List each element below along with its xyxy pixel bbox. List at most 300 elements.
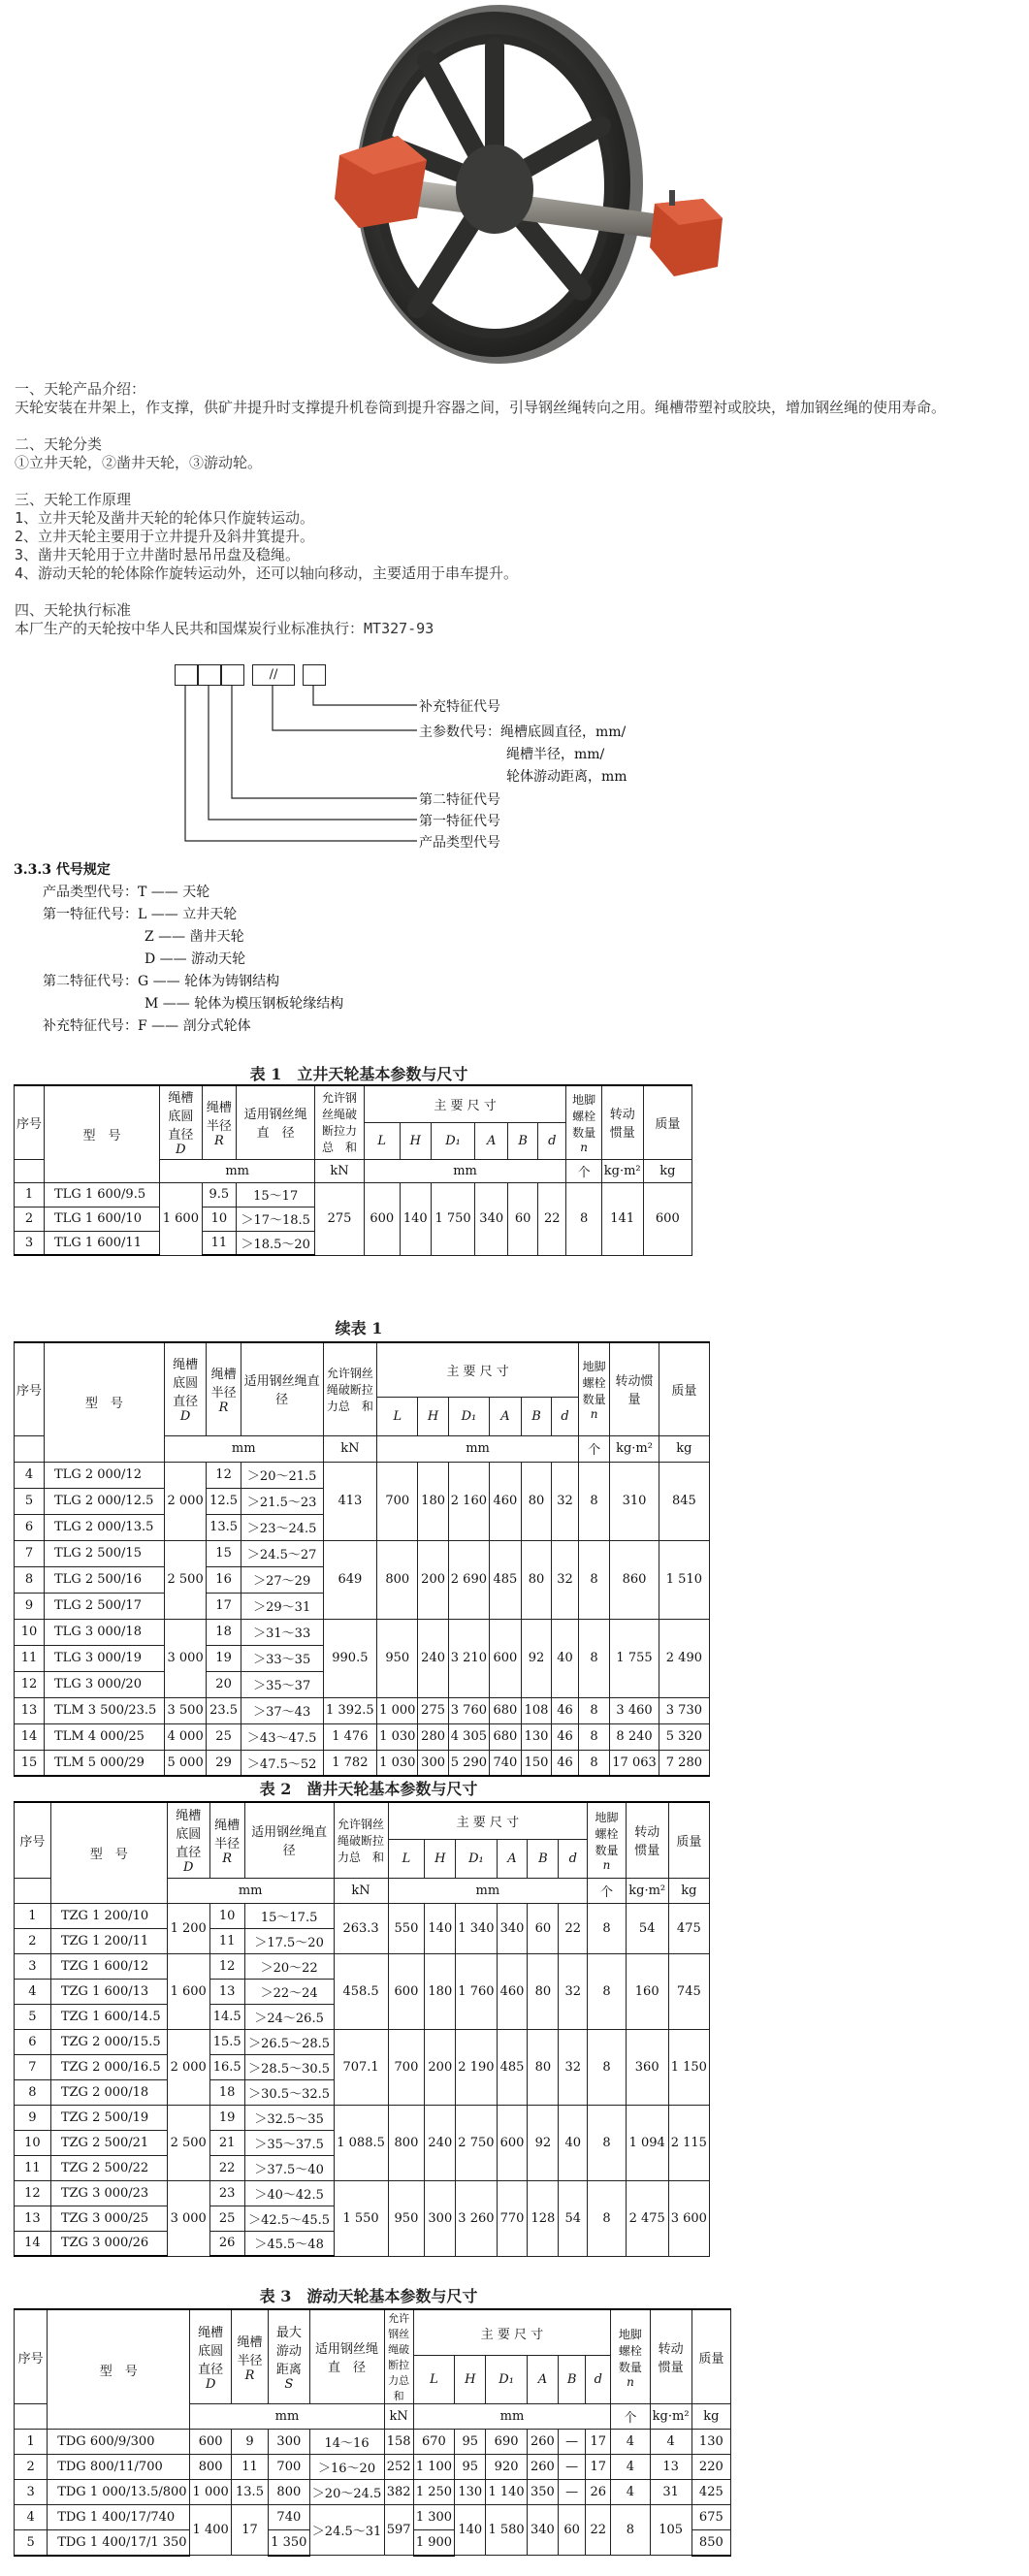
table-cell: 128 [528,2180,559,2256]
header-H: H [400,1122,431,1159]
diagram-label: 主参数代号：绳槽底圆直径，mm/ [419,724,627,740]
table-cell: 92 [528,2105,559,2180]
intro-paragraph-4: 本厂生产的天轮按中华人民共和国煤炭行业标准执行：MT327-93 [15,620,434,637]
table-cell: 92 [521,1619,551,1697]
table-cell: L [413,2356,454,2404]
table-cell: 12 [15,2180,51,2206]
table-cell: 350 [527,2480,558,2505]
table-cell: ＞30.5～32.5 [244,2079,334,2105]
table-cell [15,1878,51,1903]
intro-list-item: 2、立井天轮主要用于立井提升及斜井箕提升。 [15,528,315,545]
table-cell: 8 [588,2180,627,2256]
table-cell: 340 [527,2505,558,2556]
table-cell: 8 [578,1750,609,1776]
table-cell: B [521,1397,551,1435]
table-cell: 1 200 [167,1903,209,1953]
header-diam: 绳槽底圆直径 D [159,1085,202,1159]
table-cell: 2 500 [164,1540,207,1619]
table-cell: H [425,1839,456,1878]
table-cell: ＞17～18.5 [236,1207,315,1231]
table-cell: 1 476 [323,1723,377,1750]
table-cell: TZG 1 600/14.5 [50,2004,167,2029]
table-cell: 3 [15,2480,48,2505]
table-cell: 920 [486,2455,527,2480]
table-row [15,2180,710,2206]
code-rules [14,859,343,1038]
table-cell: mm [167,1878,334,1903]
table-cell: 46 [552,1750,579,1776]
table-cell: 475 [668,1903,709,1953]
table-cell: ＞28.5～30.5 [244,2054,334,2079]
table-cell: d [559,1839,588,1878]
table-cell: 1 [15,1903,51,1928]
table-cell: 1 100 [413,2455,454,2480]
table-cell: 8 [588,2105,627,2180]
table-cell: 1 750 [431,1182,475,1255]
intro-heading-2: 二、天轮分类 [15,435,103,453]
table-row [15,2480,731,2505]
table-cell: 2 000 [164,1462,207,1540]
table1c-caption: 续表 1 [335,1319,383,1337]
code-diagram [155,664,698,858]
table-cell: 1 580 [486,2505,527,2556]
table-cell: 800 [269,2480,309,2505]
table-cell: 允许钢丝绳破断拉力总 和 [384,2309,413,2404]
table-row [15,2455,731,2480]
table-cell: 8 240 [610,1723,659,1750]
table-cell: 5 [15,2530,48,2556]
intro-paragraph-2: ①立井天轮，②凿井天轮，③游动轮。 [15,454,263,471]
table-cell: TDG 1 000/13.5/800 [48,2480,190,2505]
table-cell: 105 [650,2505,691,2556]
table-cell: 10 [202,1207,236,1231]
intro-list-item: 1、立井天轮及凿井天轮的轮体只作旋转运动。 [15,509,315,527]
table-cell: kg·m² [610,1435,659,1462]
table-cell: 最大游动距离 S [269,2309,309,2404]
table-cell: 14 [15,1723,45,1750]
table-cell: D₁ [486,2356,527,2404]
table-cell: kg [659,1435,709,1462]
table-cell: 18 [207,1619,241,1645]
table-cell: 8 [566,1182,601,1255]
table-cell: 主 要 尺 寸 [377,1342,579,1397]
table-cell: TLG 1 600/9.5 [45,1182,160,1207]
table-cell: 15 [207,1540,241,1566]
table-cell: 主 要 尺 寸 [413,2309,611,2356]
table-cell: 3 760 [448,1697,489,1723]
table-cell: TLG 2 500/17 [45,1593,165,1619]
header-main: 主 要 尺 寸 [364,1085,566,1122]
table-cell: 550 [388,1903,425,1953]
table-cell: B [528,1839,559,1878]
code-rule: M —— 轮体为模压钢板轮缘结构 [145,996,344,1012]
table-cell [15,2404,48,2430]
table-cell: ＞31～33 [241,1619,323,1645]
table-cell: A [490,1397,522,1435]
code-rules-title: 3.3.3 代号规定 [14,862,111,878]
table-cell: TDG 1 400/17/1 350 [48,2530,190,2556]
table-cell: 680 [490,1697,522,1723]
table-cell: ＞20～21.5 [241,1462,323,1488]
table-cell: 60 [559,2505,586,2556]
table-cell: 12.5 [207,1488,241,1514]
table-cell: 14.5 [209,2004,244,2029]
table-cell: 质量 [691,2309,730,2404]
table-cell: 3 500 [164,1697,207,1723]
table-row [15,1723,710,1750]
table-cell: 413 [323,1462,377,1540]
table-cell: 2 750 [456,2105,497,2180]
table-cell: TLG 2 000/12 [45,1462,165,1488]
table-cell: 14～16 [309,2430,384,2455]
table-cell: 地脚螺栓数量 n [578,1342,609,1435]
table-cell: ＞24～26.5 [244,2004,334,2029]
table-cell: 允许钢丝绳破断拉力总 和 [334,1802,388,1878]
table-cell: 转动惯量 [650,2309,691,2404]
table-cell: 8 [15,2079,51,2105]
diagram-label: 轮体游动距离，mm [506,769,627,785]
table-cell: 108 [521,1697,551,1723]
table-cell: 4 000 [164,1723,207,1750]
table-cell: 5 [15,2004,51,2029]
table-cell: 180 [425,1953,456,2029]
table-cell: 740 [269,2505,309,2530]
table-cell: 382 [384,2480,413,2505]
table-cell: 8 [588,1903,627,1953]
table-cell: 9 [15,2105,51,2130]
table-cell: 300 [418,1750,448,1776]
table-cell: TLG 2 500/16 [45,1566,165,1593]
table-cell: ＞18.5～20 [236,1231,315,1255]
table-cell: 850 [691,2530,730,2556]
table-cell: 质量 [668,1802,709,1878]
table-cell: 280 [418,1723,448,1750]
table-cell: TZG 2 500/19 [50,2105,167,2130]
table-cell: 4 [650,2430,691,2455]
table-cell: 17 063 [610,1750,659,1776]
table-cell: 8 [15,1566,45,1593]
header-L: L [364,1122,400,1159]
table-cell: TZG 1 600/12 [50,1953,167,1979]
table-cell: ＞42.5～45.5 [244,2206,334,2231]
table-cell: 32 [559,2029,588,2105]
table-cell: 1 030 [377,1750,418,1776]
table-cell: kg [668,1878,709,1903]
table-cell: mm [190,2404,384,2430]
table-cell: 3 [15,1231,45,1255]
header-mass: 质量 [643,1085,691,1159]
code-rule: 第二特征代号：G —— 轮体为铸钢结构 [43,974,280,989]
table-row [15,2105,710,2130]
table-cell: 32 [552,1462,579,1540]
table-cell: H [455,2356,486,2404]
table-cell: 95 [455,2455,486,2480]
table-cell: 263.3 [334,1903,388,1953]
table-cell: TZG 3 000/25 [50,2206,167,2231]
table-cell: TZG 2 000/16.5 [50,2054,167,2079]
table-cell: 16 [207,1566,241,1593]
table-cell: kg [691,2404,730,2430]
table-cell: 个 [588,1878,627,1903]
table-cell: 主 要 尺 寸 [388,1802,588,1839]
table-cell: 25 [209,2206,244,2231]
table-cell: 600 [490,1619,522,1697]
table3-caption: 表 3 游动天轮基本参数与尺寸 [259,2287,478,2305]
table-cell: 型 号 [50,1802,167,1903]
table-cell: 6 [15,1514,45,1540]
table-cell: 46 [552,1723,579,1750]
table-cell: 8 [578,1540,609,1619]
table-cell: 26 [586,2480,611,2505]
table-cell: 46 [552,1697,579,1723]
table-cell: 600 [388,1953,425,2029]
table-cell: 2 [15,2455,48,2480]
table-cell: 80 [528,1953,559,2029]
table-cell: L [388,1839,425,1878]
table-cell: 地脚螺栓数量 n [611,2309,650,2404]
table-cell: 10 [15,1619,45,1645]
table-cell: 个 [578,1435,609,1462]
table-cell: TDG 600/9/300 [48,2430,190,2455]
table-cell: ＞16～20 [309,2455,384,2480]
table-cell: d [552,1397,579,1435]
table-cell: 适用钢丝绳直 径 [241,1342,323,1435]
table-row [15,1750,710,1776]
table-cell: 2 [15,1207,45,1231]
table-cell: TZG 3 000/26 [50,2231,167,2256]
table-cell: ＞32.5～35 [244,2105,334,2130]
table-cell: 绳槽半径 R [231,2309,268,2404]
table-cell: 275 [418,1697,448,1723]
table-cell: 845 [659,1462,709,1540]
table-cell: 1 755 [610,1619,659,1697]
table-cell: ＞47.5～52 [241,1750,323,1776]
table-cell: 5 000 [164,1750,207,1776]
table3 [14,2308,731,2557]
table-cell: 序号 [15,1802,51,1878]
table-cell: TLG 2 500/15 [45,1540,165,1566]
table-cell: 1 350 [269,2530,309,2556]
table-cell: 5 290 [448,1750,489,1776]
table-cell: 14 [15,2231,51,2256]
table-cell: 13 [650,2455,691,2480]
table-cell: TLM 3 500/23.5 [45,1697,165,1723]
table-cell: 80 [528,2029,559,2105]
table-cell: 130 [455,2480,486,2505]
table-cell: — [559,2430,586,2455]
table-cell: 690 [486,2430,527,2455]
table-cell: 5 [15,1488,45,1514]
header-rope: 适用钢丝绳直 径 [236,1085,315,1159]
table-cell: 序号 [15,2309,48,2404]
table-cell: 1 392.5 [323,1697,377,1723]
unit-kg: kg [643,1159,691,1182]
table-cell: 95 [455,2430,486,2455]
table-cell: 1 600 [159,1182,202,1255]
table-cell: 60 [528,1903,559,1953]
table-cell: 950 [377,1619,418,1697]
table-cell: 13 [15,2206,51,2231]
table-cell: 15～17.5 [244,1903,334,1928]
table-cell: 1 [15,2430,48,2455]
table-cell: 8 [588,1953,627,2029]
table-cell: — [559,2480,586,2505]
table-cell: 1 900 [413,2530,454,2556]
table-cell: 800 [388,2105,425,2180]
diagram-label: 补充特征代号 [419,699,500,715]
table-cell: ＞37.5～40 [244,2155,334,2180]
table1-caption: 表 1 立井天轮基本参数与尺寸 [249,1065,468,1083]
table-cell: 240 [418,1619,448,1697]
table-cell: 1 094 [626,2105,668,2180]
table-cell: 1 088.5 [334,2105,388,2180]
table-cell: 140 [400,1182,431,1255]
intro-section [15,380,1023,638]
intro-paragraph-1: 天轮安装在井架上，作支撑，供矿井提升时支撑提升机卷筒到提升容器之间，引导钢丝绳转向之用。绳槽带塑衬或胶块，增加钢丝绳的使用寿命。 [15,399,947,416]
table-cell: ＞21.5～23 [241,1488,323,1514]
table-row [15,1953,710,1979]
table-cell: 17 [231,2505,268,2556]
table-cell: TLG 1 600/11 [45,1231,160,1255]
table-cell: 2 490 [659,1619,709,1697]
table-cell: 860 [610,1540,659,1619]
table-cell: 型 号 [48,2309,190,2430]
table-cell: 22 [559,1903,588,1953]
table-cell: 240 [425,2105,456,2180]
table-cell: kN [334,1878,388,1903]
table-cell: 60 [508,1182,538,1255]
table-cell: kg·m² [626,1878,668,1903]
table-cell: A [497,1839,528,1878]
table-cell: 1 000 [190,2480,231,2505]
table-cell: 2 500 [167,2105,209,2180]
intro-list-item: 3、凿井天轮用于立井凿时悬吊吊盘及稳绳。 [15,546,301,564]
table-row [15,1462,710,1488]
table-cell: 11 [15,2155,51,2180]
table-cell: 适用钢丝绳直 径 [309,2309,384,2404]
table-cell: 2 [15,1928,51,1953]
table-cell: 460 [490,1462,522,1540]
sheave-wheel-photo [320,0,727,373]
code-rule: 产品类型代号：T —— 天轮 [43,885,210,900]
table-cell: 2 690 [448,1540,489,1619]
table-cell: 12 [15,1671,45,1697]
table-cell: 7 280 [659,1750,709,1776]
table-cell: TZG 3 000/23 [50,2180,167,2206]
table-cell: 3 260 [456,2180,497,2256]
table-cell: 1 030 [377,1723,418,1750]
table-cell: ＞40～42.5 [244,2180,334,2206]
table-cell: 12 [209,1953,244,1979]
table-cell: 9.5 [202,1182,236,1207]
table-cell: 4 [611,2455,650,2480]
diagram-label: 产品类型代号 [419,835,500,851]
table-cell: 2 475 [626,2180,668,2256]
table-cell: 1 400 [190,2505,231,2556]
code-rule: 第一特征代号：L —— 立井天轮 [43,907,238,922]
table-cell: 18 [209,2079,244,2105]
table-cell: 800 [377,1540,418,1619]
table-cell: ＞29～31 [241,1593,323,1619]
table-cell: 3 000 [164,1619,207,1697]
table-cell: 141 [601,1182,643,1255]
table-cell: 700 [269,2455,309,2480]
table-cell: 8 [578,1723,609,1750]
table-cell: 22 [586,2505,611,2556]
table-cell: 11 [209,1928,244,1953]
header-A: A [475,1122,508,1159]
table-cell: 340 [497,1903,528,1953]
table-cell: 9 [15,1593,45,1619]
table-cell: 1 782 [323,1750,377,1776]
table1-continued [14,1341,710,1777]
table-cell [15,1159,45,1182]
table-cell: TLM 5 000/29 [45,1750,165,1776]
table-cell: TLG 2 000/12.5 [45,1488,165,1514]
table-cell: 13.5 [207,1514,241,1540]
table-cell: 23.5 [207,1697,241,1723]
table-cell [15,1435,45,1462]
table-cell: 180 [418,1462,448,1540]
table-cell: B [559,2356,586,2404]
table-cell: 680 [490,1723,522,1750]
table-cell: ＞43～47.5 [241,1723,323,1750]
table-cell: 425 [691,2480,730,2505]
table-cell: 950 [388,2180,425,2256]
table-cell: TZG 2 500/22 [50,2155,167,2180]
table-cell: 485 [490,1540,522,1619]
table-cell: ＞33～35 [241,1645,323,1671]
table-cell: 23 [209,2180,244,2206]
table-cell: 800 [190,2455,231,2480]
table-cell: TZG 2 000/15.5 [50,2029,167,2054]
header-radius: 绳槽半径 R [202,1085,236,1159]
table-cell: 17 [586,2430,611,2455]
table-cell: 4 [611,2430,650,2455]
table-row [15,2029,710,2054]
table-cell: 7 [15,2054,51,2079]
table-cell: 序号 [15,1342,45,1435]
table-cell: mm [164,1435,323,1462]
table-cell: 3 000 [167,2180,209,2256]
table-cell: 29 [207,1750,241,1776]
table-cell: 绳槽底圆直径 D [164,1342,207,1435]
table-cell: 15.5 [209,2029,244,2054]
table1 [14,1084,692,1256]
table-cell: ＞24.5～27 [241,1540,323,1566]
table-cell: ＞45.5～48 [244,2231,334,2256]
table-cell: 1 000 [377,1697,418,1723]
table-cell: 3 730 [659,1697,709,1723]
table-cell: 22 [209,2155,244,2180]
table-cell: d [586,2356,611,2404]
table-cell: 13.5 [231,2480,268,2505]
table-cell: 3 [15,1953,51,1979]
table-cell: ＞20～24.5 [309,2480,384,2505]
table-cell: D₁ [448,1397,489,1435]
code-box: // [252,664,295,686]
table-cell: 600 [190,2430,231,2455]
table-cell: 485 [497,2029,528,2105]
table-cell: 2 115 [668,2105,709,2180]
table-cell: 11 [231,2455,268,2480]
table-cell: mm [413,2404,611,2430]
table-cell: 1 250 [413,2480,454,2505]
table-cell: ＞22～24 [244,1979,334,2004]
table-cell: TLM 4 000/25 [45,1723,165,1750]
table-row [15,1182,692,1207]
table-cell: 地脚螺栓数量 n [588,1802,627,1878]
